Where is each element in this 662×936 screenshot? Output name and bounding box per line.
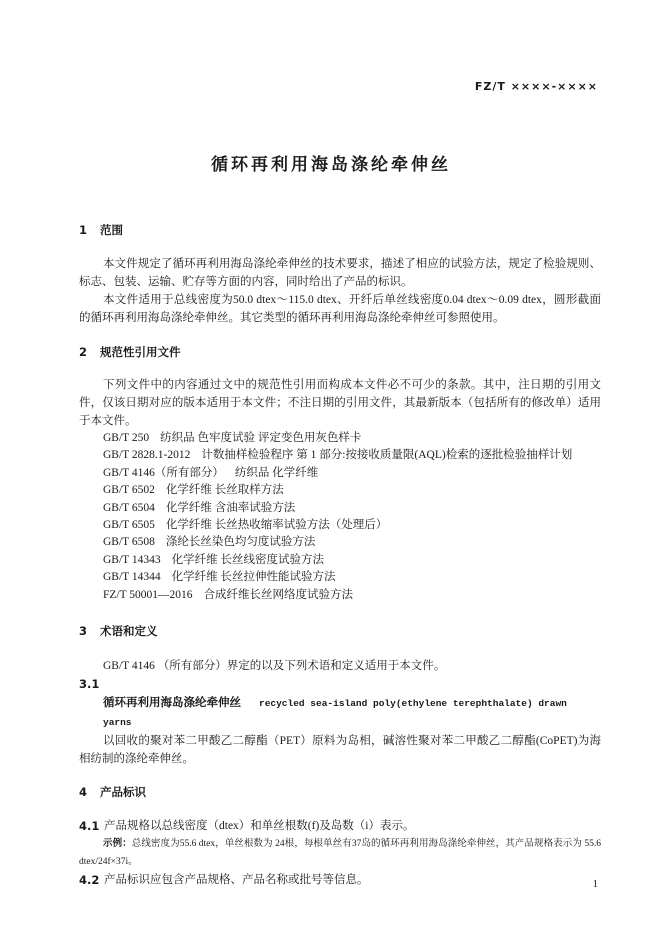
document-body: [79, 221, 601, 889]
reference-list: [79, 430, 601, 604]
reference-title: 纺织品 色牢度试验 评定变色用灰色样卡: [160, 432, 362, 444]
reference-title: 化学纤维 长丝热收缩率试验方法（处理后）: [165, 518, 388, 531]
reference-code: GB/T 6502: [103, 484, 155, 497]
paragraph: 下列文件中的内容通过文中的规范性引用而构成本文件必不可少的条款。其中，注日期的引用文件，仅该日期对应的版本适用于本文件；不注日期的引用文件，其最新版本（包括所有的修改单）适用于本文件。: [79, 379, 601, 427]
reference-code: GB/T 250: [103, 432, 150, 444]
term-number: 3.1: [79, 676, 100, 691]
example-label: 示例：: [103, 837, 132, 849]
reference-code: GB/T 4146（所有部分）: [103, 466, 224, 479]
section-title: 范围: [100, 223, 123, 237]
paragraph: 本文件规定了循环再利用海岛涤纶牵伸丝的技术要求，描述了相应的试验方法，规定了检验规则、标志、包装、运输、贮存等方面的内容，同时给出了产品的标识。: [79, 258, 601, 288]
reference-title: 计数抽样检验程序 第 1 部分:按接收质量限(AQL)检索的逐批检验抽样计划: [201, 449, 573, 462]
reference-item: [103, 465, 601, 482]
example-note: [79, 835, 601, 871]
reference-item: [103, 534, 601, 551]
term-number-line: [79, 675, 601, 693]
section-number: 3: [79, 623, 88, 638]
reference-item: [103, 587, 601, 604]
clause-text: 产品规格以总线密度（dtex）和单丝根数(f)及岛数（i）表示。: [104, 819, 415, 832]
section-title: 规范性引用文件: [100, 345, 181, 359]
reference-item: [103, 500, 601, 517]
section-3-heading: [79, 622, 601, 640]
clause-text: 产品标识应包含产品规格、产品名称或批号等信息。: [104, 873, 369, 886]
standard-code: FZ/T ××××-××××: [474, 80, 598, 93]
term-entry: [79, 693, 601, 732]
section-number: 4: [79, 784, 88, 799]
reference-title: 涤纶长丝染色均匀度试验方法: [165, 536, 316, 549]
clause-number: 4.1: [79, 818, 100, 833]
clause-number: 4.2: [79, 872, 100, 887]
reference-item: [103, 552, 601, 569]
paragraph: GB/T 4146 （所有部分）界定的以及下列术语和定义适用于本文件。: [103, 659, 446, 672]
term-english: recycled sea-island poly(ethylene terephthalate) drawn yarns: [103, 697, 567, 728]
reference-title: 化学纤维 长丝线密度试验方法: [171, 553, 324, 566]
reference-item: [103, 517, 601, 534]
reference-code: GB/T 14344: [103, 571, 161, 584]
section-1-body: [79, 255, 601, 327]
reference-code: FZ/T 50001—2016: [103, 588, 193, 601]
reference-code: GB/T 2828.1-2012: [103, 449, 191, 462]
reference-code: GB/T 6504: [103, 501, 155, 514]
reference-title: 合成纤维长丝网络度试验方法: [203, 588, 354, 601]
reference-item: [103, 447, 601, 464]
term-chinese: 循环再利用海岛涤纶牵伸丝: [103, 694, 241, 709]
example-text: 总线密度为55.6 dtex，单丝根数为 24根，每根单丝有37岛的循环再利用海岛涤纶牵伸丝，其产品规格表示为 55.6 dtex/24f×37i。: [79, 838, 601, 867]
section-4-heading: [79, 783, 601, 801]
reference-title: 化学纤维 长丝取样方法: [165, 484, 284, 497]
reference-item: [103, 482, 601, 499]
section-number: 2: [79, 345, 88, 359]
reference-title: 纺织品 化学纤维: [234, 466, 319, 479]
reference-item: [103, 430, 601, 447]
clause-4-1: [79, 817, 601, 835]
reference-code: GB/T 6505: [103, 518, 155, 531]
clause-4-2: [79, 871, 601, 889]
reference-code: GB/T 6508: [103, 536, 155, 549]
section-title: 术语和定义: [100, 623, 158, 638]
section-title: 产品标识: [100, 784, 146, 799]
reference-item: [103, 569, 601, 586]
reference-title: 化学纤维 长丝拉伸性能试验方法: [171, 571, 336, 584]
page-number: 1: [592, 878, 598, 890]
section-2-heading: [79, 343, 601, 361]
paragraph: 本文件适用于总线密度为50.0 dtex～115.0 dtex、开纤后单丝线密度0.04 dtex～0.09 dtex，圆形截面的循环再利用海岛涤纶牵伸丝。其它类型的循环再利用海岛涤纶牵伸丝可参照使用。: [79, 294, 601, 324]
term-definition: 以回收的聚对苯二甲酸乙二醇酯（PET）原料为岛相，碱溶性聚对苯二甲酸乙二醇酯(CoPET)为海相纺制的涤纶牵伸丝。: [79, 734, 601, 765]
document-title: 循环再利用海岛涤纶牵伸丝: [211, 155, 451, 175]
section-1-heading: [79, 221, 601, 239]
reference-title: 化学纤维 含油率试验方法: [165, 501, 296, 514]
section-number: 1: [79, 223, 88, 237]
reference-code: GB/T 14343: [103, 553, 161, 566]
